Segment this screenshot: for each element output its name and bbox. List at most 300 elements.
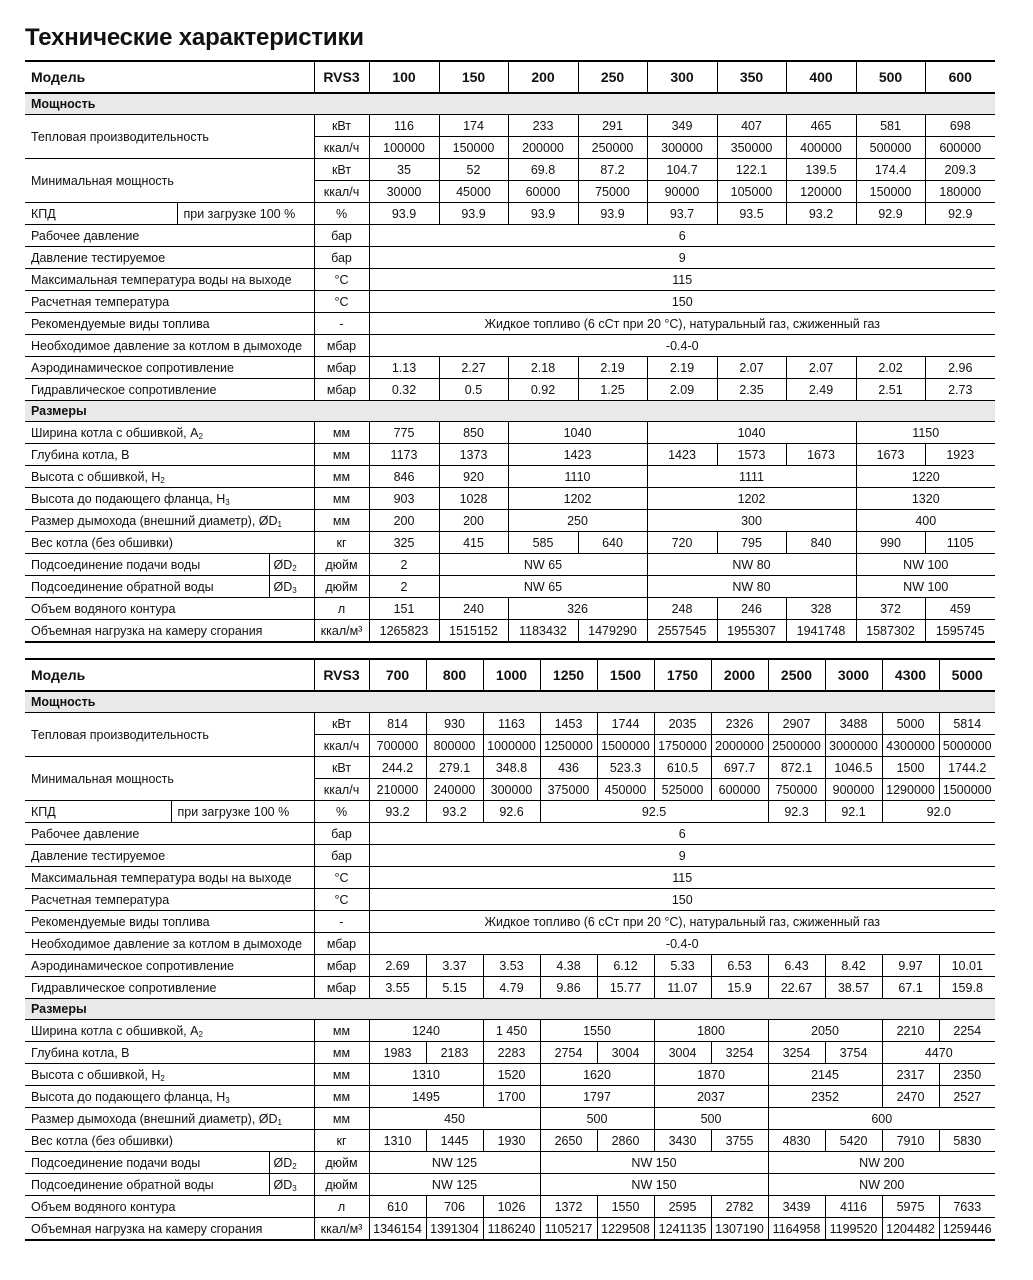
table-cell: 5.15: [426, 977, 483, 999]
row-unit: мм: [314, 1064, 369, 1086]
table-cell: 1028: [439, 488, 508, 510]
table-cell: 3004: [597, 1042, 654, 1064]
table-cell: 0.92: [508, 379, 578, 401]
table-cell: 9.86: [540, 977, 597, 999]
table-cell: 2.19: [578, 357, 647, 379]
table-cell: 459: [925, 598, 995, 620]
row-unit: °C: [314, 291, 369, 313]
table-cell: 840: [786, 532, 856, 554]
table-cell: 1495: [369, 1086, 483, 1108]
row-unit: мм: [314, 1086, 369, 1108]
row-unit: мм: [314, 1020, 369, 1042]
table-cell: 1391304: [426, 1218, 483, 1241]
table-row: [25, 422, 995, 444]
model-700: 700: [369, 659, 426, 691]
row-label: Объемная нагрузка на камеру сгорания: [25, 1218, 314, 1241]
table-cell: 1000000: [483, 735, 540, 757]
table-cell: 2470: [882, 1086, 939, 1108]
table-cell: 375000: [540, 779, 597, 801]
table-cell: 1673: [786, 444, 856, 466]
table-cell: 2.35: [717, 379, 786, 401]
table-cell: 400: [856, 510, 995, 532]
row-label: Рекомендуемые виды топлива: [25, 313, 314, 335]
table-cell: 1204482: [882, 1218, 939, 1241]
table-cell: 93.2: [369, 801, 426, 823]
row-unit: бар: [314, 225, 369, 247]
row-label: Вес котла (без обшивки): [25, 1130, 314, 1152]
table-cell: 5420: [825, 1130, 882, 1152]
table-cell: 610.5: [654, 757, 711, 779]
table-cell: 3754: [825, 1042, 882, 1064]
row-label: Рабочее давление: [25, 225, 314, 247]
table-cell: 9: [369, 845, 995, 867]
model-3000: 3000: [825, 659, 882, 691]
table-cell: 1320: [856, 488, 995, 510]
model-1750: 1750: [654, 659, 711, 691]
row-unit: -: [314, 911, 369, 933]
table-cell: 3004: [654, 1042, 711, 1064]
table-cell: 1111: [647, 466, 856, 488]
row-unit: мм: [314, 1108, 369, 1130]
table-cell: 1150: [856, 422, 995, 444]
section-title: Размеры: [25, 999, 995, 1020]
row-label: Размер дымохода (внешний диаметр), $ØD_1$: [25, 510, 314, 532]
row-unit: °C: [314, 889, 369, 911]
table-cell: 5000000: [939, 735, 995, 757]
section-power: [25, 93, 995, 115]
table-cell: NW 65: [439, 554, 647, 576]
table-cell: 1587302: [856, 620, 925, 643]
table-cell: 328: [786, 598, 856, 620]
table-cell: 720: [647, 532, 717, 554]
row-label: Гидравлическое сопротивление: [25, 977, 314, 999]
table-cell: 92.6: [483, 801, 540, 823]
table-cell: 180000: [925, 181, 995, 203]
table-cell: NW 100: [856, 576, 995, 598]
table-cell: 2.07: [786, 357, 856, 379]
table-cell: 1700: [483, 1086, 540, 1108]
table-cell: 814: [369, 713, 426, 735]
table-cell: 372: [856, 598, 925, 620]
table-cell: 1240: [369, 1020, 483, 1042]
table-row: [25, 620, 995, 643]
table-cell: 4.79: [483, 977, 540, 999]
table-cell: 139.5: [786, 159, 856, 181]
table-cell: NW 150: [540, 1174, 768, 1196]
table-cell: 15.77: [597, 977, 654, 999]
table-row: [25, 1130, 995, 1152]
table-cell: 52: [439, 159, 508, 181]
table-cell: 3.37: [426, 955, 483, 977]
row-sublabel: при загрузке 100 %: [171, 801, 314, 823]
table-cell: 325: [369, 532, 439, 554]
model-header: Модель: [25, 61, 314, 93]
table-cell: 150000: [439, 137, 508, 159]
table-cell: 1445: [426, 1130, 483, 1152]
row-label: Глубина котла, В: [25, 444, 314, 466]
table-cell: 1163: [483, 713, 540, 735]
row-label: Аэродинамическое сопротивление: [25, 955, 314, 977]
section-title: Мощность: [25, 691, 995, 713]
table-row: [25, 1152, 995, 1174]
table-cell: 92.1: [825, 801, 882, 823]
table-cell: NW 80: [647, 576, 856, 598]
table-cell: 1550: [540, 1020, 654, 1042]
table-cell: Жидкое топливо (6 сСт при 20 °C), натуральный газ, сжиженный газ: [369, 313, 995, 335]
table-cell: 2.19: [647, 357, 717, 379]
row-unit: л: [314, 598, 369, 620]
table-cell: 600000: [711, 779, 768, 801]
table-cell: 2557545: [647, 620, 717, 643]
section-power: [25, 691, 995, 713]
table-cell: 92.9: [856, 203, 925, 225]
table-cell: 2037: [654, 1086, 768, 1108]
table-cell: 240: [439, 598, 508, 620]
table-cell: 610: [369, 1196, 426, 1218]
table-row: [25, 911, 995, 933]
table-cell: 120000: [786, 181, 856, 203]
row-label: Объемная нагрузка на камеру сгорания: [25, 620, 314, 643]
table-cell: 1220: [856, 466, 995, 488]
table-cell: 5814: [939, 713, 995, 735]
table-cell: 1479290: [578, 620, 647, 643]
table-cell: 750000: [768, 779, 825, 801]
table-cell: 2.27: [439, 357, 508, 379]
table-cell: 1026: [483, 1196, 540, 1218]
row-label: Подсоединение подачи воды: [25, 1152, 269, 1174]
table-cell: 1673: [856, 444, 925, 466]
row-unit: ккал/ч: [314, 735, 369, 757]
row-label: Давление тестируемое: [25, 845, 314, 867]
table-cell: 60000: [508, 181, 578, 203]
table-cell: 600: [768, 1108, 995, 1130]
table-cell: 1105: [925, 532, 995, 554]
table-cell: 1346154: [369, 1218, 426, 1241]
row-unit: мм: [314, 1042, 369, 1064]
row-label: Аэродинамическое сопротивление: [25, 357, 314, 379]
row-sublabel: при загрузке 100 %: [177, 203, 314, 225]
table-cell: 795: [717, 532, 786, 554]
table-cell: 2145: [768, 1064, 882, 1086]
table-cell: 9.97: [882, 955, 939, 977]
table-cell: 22.67: [768, 977, 825, 999]
table-cell: 2.69: [369, 955, 426, 977]
table-cell: 500000: [856, 137, 925, 159]
spec-table-rvs3-100-600: [25, 60, 995, 643]
row-label: Давление тестируемое: [25, 247, 314, 269]
table-row: [25, 510, 995, 532]
table-cell: 174.4: [856, 159, 925, 181]
table-cell: 0.5: [439, 379, 508, 401]
row-unit: мм: [314, 510, 369, 532]
table-cell: 1983: [369, 1042, 426, 1064]
table-row: [25, 115, 995, 137]
row-unit: кВт: [314, 159, 369, 181]
table-cell: 151: [369, 598, 439, 620]
model-300: 300: [647, 61, 717, 93]
table-cell: 903: [369, 488, 439, 510]
section-title: Размеры: [25, 401, 995, 422]
table-cell: 2: [369, 554, 439, 576]
table-cell: NW 100: [856, 554, 995, 576]
table-cell: 1202: [647, 488, 856, 510]
table-cell: 93.5: [717, 203, 786, 225]
table-cell: 93.9: [508, 203, 578, 225]
table-row: [25, 801, 995, 823]
table-cell: 75000: [578, 181, 647, 203]
table-cell: 115: [369, 867, 995, 889]
row-unit: °C: [314, 269, 369, 291]
row-unit: мбар: [314, 335, 369, 357]
table-cell: 2050: [768, 1020, 882, 1042]
row-label: Тепловая производительность: [25, 115, 314, 159]
row-unit: °C: [314, 867, 369, 889]
row-label: Максимальная температура воды на выходе: [25, 269, 314, 291]
table-row: [25, 1086, 995, 1108]
table-row: [25, 379, 995, 401]
table-cell: 4470: [882, 1042, 995, 1064]
table-cell: 3439: [768, 1196, 825, 1218]
table-cell: 6.12: [597, 955, 654, 977]
table-cell: -0.4-0: [369, 335, 995, 357]
table-cell: 45000: [439, 181, 508, 203]
row-unit: мбар: [314, 933, 369, 955]
table-cell: 2.51: [856, 379, 925, 401]
table-cell: 3430: [654, 1130, 711, 1152]
row-unit: мбар: [314, 379, 369, 401]
table-cell: 2.49: [786, 379, 856, 401]
table-cell: 1500000: [939, 779, 995, 801]
row-unit: ккал/ч: [314, 779, 369, 801]
model-header: Модель: [25, 659, 314, 691]
table-cell: 1923: [925, 444, 995, 466]
row-label: Глубина котла, В: [25, 1042, 314, 1064]
table-cell: 9: [369, 247, 995, 269]
table-cell: 800000: [426, 735, 483, 757]
table-cell: 1040: [647, 422, 856, 444]
table-cell: 4830: [768, 1130, 825, 1152]
table-cell: 30000: [369, 181, 439, 203]
row-unit: мм: [314, 444, 369, 466]
row-label: Необходимое давление за котлом в дымоходе: [25, 933, 314, 955]
table-cell: 1040: [508, 422, 647, 444]
table-cell: 15.9: [711, 977, 768, 999]
table-cell: 2.09: [647, 379, 717, 401]
table-row: [25, 955, 995, 977]
table-cell: 1.13: [369, 357, 439, 379]
table-cell: 2.02: [856, 357, 925, 379]
table-cell: 93.9: [369, 203, 439, 225]
table-cell: 92.0: [882, 801, 995, 823]
table-cell: 1372: [540, 1196, 597, 1218]
model-200: 200: [508, 61, 578, 93]
table-cell: 209.3: [925, 159, 995, 181]
table-cell: 900000: [825, 779, 882, 801]
table-cell: 500: [540, 1108, 654, 1130]
table-row: [25, 1196, 995, 1218]
table-cell: 1423: [508, 444, 647, 466]
table-cell: 2352: [768, 1086, 882, 1108]
table-cell: 10.01: [939, 955, 995, 977]
table-cell: NW 150: [540, 1152, 768, 1174]
table-cell: 90000: [647, 181, 717, 203]
table-cell: 1046.5: [825, 757, 882, 779]
table-cell: 93.2: [426, 801, 483, 823]
table-cell: 600000: [925, 137, 995, 159]
table-row: [25, 159, 995, 181]
row-label: Максимальная температура воды на выходе: [25, 867, 314, 889]
model-400: 400: [786, 61, 856, 93]
table-cell: NW 200: [768, 1152, 995, 1174]
model-1500: 1500: [597, 659, 654, 691]
table-cell: 6: [369, 823, 995, 845]
table-cell: 6: [369, 225, 995, 247]
table-cell: 2595: [654, 1196, 711, 1218]
table-cell: 7910: [882, 1130, 939, 1152]
table-cell: NW 200: [768, 1174, 995, 1196]
table-row: [25, 1174, 995, 1196]
model-250: 250: [578, 61, 647, 93]
table-cell: 2.73: [925, 379, 995, 401]
model-500: 500: [856, 61, 925, 93]
table-cell: 1173: [369, 444, 439, 466]
table-cell: -0.4-0: [369, 933, 995, 955]
table-cell: 1750000: [654, 735, 711, 757]
table-cell: 2283: [483, 1042, 540, 1064]
row-unit: ккал/ч: [314, 181, 369, 203]
table-cell: 3488: [825, 713, 882, 735]
row-label: Высота до подающего фланца, $Н_3$: [25, 488, 314, 510]
table-cell: 1800: [654, 1020, 768, 1042]
table-cell: 291: [578, 115, 647, 137]
row-label: Минимальная мощность: [25, 757, 314, 801]
table-cell: 1310: [369, 1130, 426, 1152]
row-label: Тепловая производительность: [25, 713, 314, 757]
row-unit: ккал/м³: [314, 620, 369, 643]
table-cell: 1930: [483, 1130, 540, 1152]
table-cell: 1620: [540, 1064, 654, 1086]
table-cell: 1550: [597, 1196, 654, 1218]
table-cell: 1373: [439, 444, 508, 466]
row-unit: кВт: [314, 713, 369, 735]
table-cell: 920: [439, 466, 508, 488]
table-cell: 2.07: [717, 357, 786, 379]
table-cell: 1110: [508, 466, 647, 488]
table-cell: 350000: [717, 137, 786, 159]
table-row: [25, 1064, 995, 1086]
row-label: Высота с обшивкой, $Н_2$: [25, 466, 314, 488]
table-cell: 104.7: [647, 159, 717, 181]
model-150: 150: [439, 61, 508, 93]
row-label: Необходимое давление за котлом в дымоходе: [25, 335, 314, 357]
page-title: Технические характеристики: [25, 24, 364, 51]
table-cell: 92.3: [768, 801, 825, 823]
table-cell: 92.9: [925, 203, 995, 225]
row-unit: -: [314, 313, 369, 335]
table-cell: 38.57: [825, 977, 882, 999]
row-label: Подсоединение обратной воды: [25, 1174, 269, 1196]
table-cell: 640: [578, 532, 647, 554]
table-row: [25, 713, 995, 735]
row-unit: мбар: [314, 955, 369, 977]
table-cell: 930: [426, 713, 483, 735]
row-label: Вес котла (без обшивки): [25, 532, 314, 554]
table-cell: 92.5: [540, 801, 768, 823]
table-row: [25, 889, 995, 911]
table-cell: 5830: [939, 1130, 995, 1152]
row-label: Подсоединение обратной воды: [25, 576, 269, 598]
row-unit: дюйм: [314, 554, 369, 576]
model-800: 800: [426, 659, 483, 691]
table-row: [25, 1108, 995, 1130]
table-cell: 2.18: [508, 357, 578, 379]
table-cell: 581: [856, 115, 925, 137]
table-cell: 4300000: [882, 735, 939, 757]
table-row: [25, 269, 995, 291]
table-cell: 8.42: [825, 955, 882, 977]
table-cell: 116: [369, 115, 439, 137]
table-cell: 1.25: [578, 379, 647, 401]
model-1250: 1250: [540, 659, 597, 691]
model-2000: 2000: [711, 659, 768, 691]
table-cell: 11.07: [654, 977, 711, 999]
table-cell: 2650: [540, 1130, 597, 1152]
table-cell: 200: [369, 510, 439, 532]
table-cell: 2210: [882, 1020, 939, 1042]
table-cell: 100000: [369, 137, 439, 159]
table-cell: 5975: [882, 1196, 939, 1218]
table-row: [25, 466, 995, 488]
table-cell: 300000: [483, 779, 540, 801]
table-cell: 400000: [786, 137, 856, 159]
table-cell: 872.1: [768, 757, 825, 779]
table-cell: 248: [647, 598, 717, 620]
table-cell: 87.2: [578, 159, 647, 181]
table-cell: 115: [369, 269, 995, 291]
row-label: Расчетная температура: [25, 291, 314, 313]
table-cell: NW 125: [369, 1174, 540, 1196]
table-cell: 1265823: [369, 620, 439, 643]
row-unit: дюйм: [314, 1174, 369, 1196]
table-cell: 67.1: [882, 977, 939, 999]
table-cell: 122.1: [717, 159, 786, 181]
table-cell: NW 80: [647, 554, 856, 576]
table-cell: 1199520: [825, 1218, 882, 1241]
table-cell: 150: [369, 291, 995, 313]
table-cell: 2326: [711, 713, 768, 735]
table-cell: 1183432: [508, 620, 578, 643]
table-cell: 2183: [426, 1042, 483, 1064]
table-row: [25, 488, 995, 510]
table-cell: 1941748: [786, 620, 856, 643]
table-cell: 2782: [711, 1196, 768, 1218]
row-label: КПД: [25, 801, 171, 823]
model-350: 350: [717, 61, 786, 93]
table-cell: 150: [369, 889, 995, 911]
table-cell: 2527: [939, 1086, 995, 1108]
table-cell: 240000: [426, 779, 483, 801]
table-cell: 233: [508, 115, 578, 137]
table-cell: 1744.2: [939, 757, 995, 779]
table-cell: 0.32: [369, 379, 439, 401]
row-label: Минимальная мощность: [25, 159, 314, 203]
row-label: Размер дымохода (внешний диаметр), $ØD_1$: [25, 1108, 314, 1130]
table-row: [25, 933, 995, 955]
row-unit: мбар: [314, 357, 369, 379]
table-cell: 698: [925, 115, 995, 137]
table-header-row: [25, 659, 995, 691]
table-cell: 525000: [654, 779, 711, 801]
